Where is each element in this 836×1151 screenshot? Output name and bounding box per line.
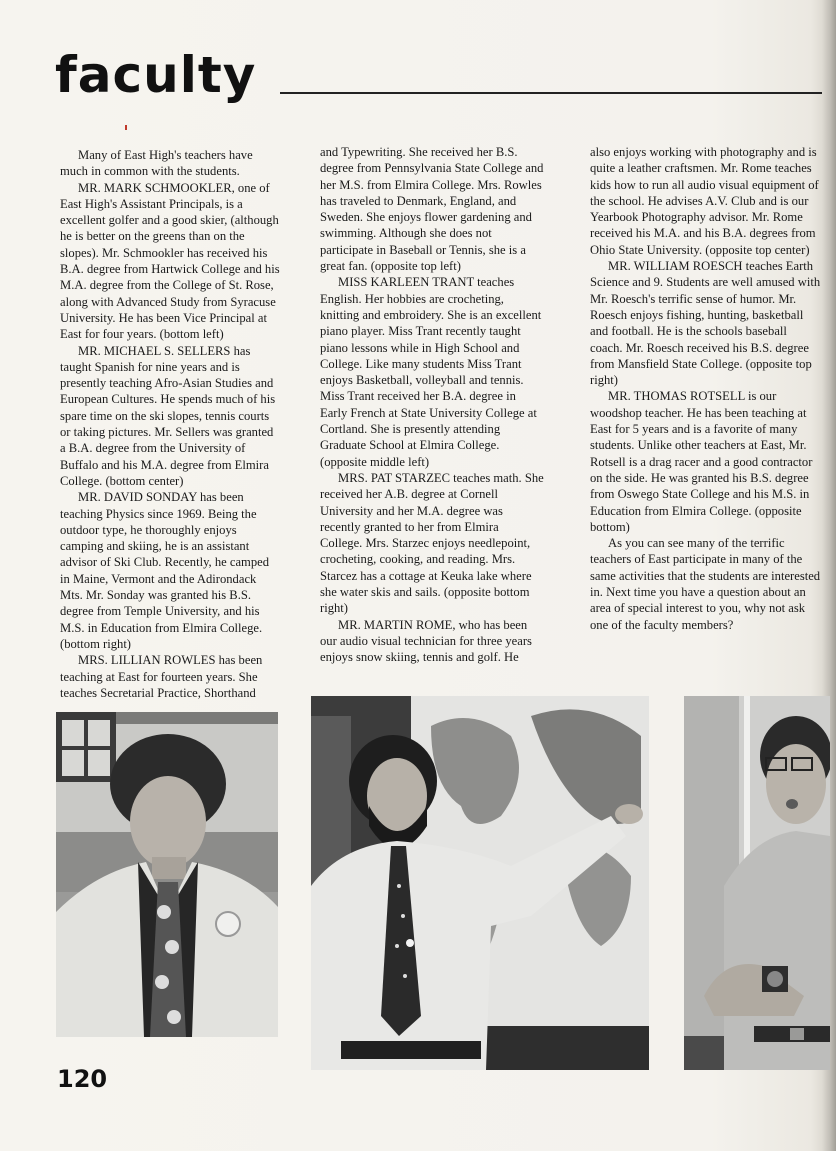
paragraph-rowles-cont: and Typewriting. She received her B.S. degree from Pennsylvania State College and her M.S. from Elmira College. Mrs. Rowles has traveled to Denmark, England, and Sweden. She enjoys flower gardening and swimming. Although she does not participate in Baseball or Tennis, she is a great fan. (opposite top left) <box>320 145 544 274</box>
photo-teacher-bottom-right-image <box>684 696 830 1070</box>
paragraph-rome: MR. MARTIN ROME, who has been our audio visual technician for three years enjoys snow skiing, tennis and golf. He <box>320 617 532 665</box>
ink-speck <box>125 125 127 130</box>
photo-teacher-bottom-left <box>56 712 278 1037</box>
paragraph-sellers: MR. MICHAEL S. SELLERS has taught Spanish for nine years and is presently teaching Afro-Asian Studies and European Cultures. He spends much of his spare time on the ski slopes, tennis courts or taking pictures. Mr. Sellers was granted a B.A. degree from the University of Buffalo and his M.A. degree from Elmira College. (bottom center) <box>60 343 276 488</box>
paragraph-starzec: MRS. PAT STARZEC teaches math. She received her A.B. degree at Cornell University and her M.A. degree was recently granted to her from Elmira College. Mrs. Starzec enjoys needlepoint, crocheting, cooking, and reading. Mrs. Starcez has a cottage at Keuka lake where she water skis and sails. (opposite bottom right) <box>320 470 544 616</box>
paragraph-trant: MISS KARLEEN TRANT teaches English. Her hobbies are crocheting, knitting and embroidery. She is an excellent piano player. Miss Trant recently taught piano lessons while in High School and College. Like many students Miss Trant enjoys Basketball, volleyball and tennis. Miss Trant received her B.A. degree in Early French at State University College at Cortland. She is presently attending Graduate School at Elmira College. (opposite middle left) <box>320 275 542 469</box>
paragraph-rowles: MRS. LILLIAN ROWLES has been teaching at East for fourteen years. She teaches Secretarial Practice, Shorthand <box>60 653 263 700</box>
text-column-2 <box>320 144 544 666</box>
paragraph-roesch: MR. WILLIAM ROESCH teaches Earth Science and 9. Students are well amused with Mr. Roesch's terrific sense of humor. Mr. Roesch enjoys fishing, hunting, basketball and football. He is the schools baseball coach. Mr. Roesch received his B.S. degree from Mansfield State College. (opposite top right) <box>590 259 821 388</box>
photo-teacher-bottom-right <box>684 696 830 1070</box>
paragraph-closing: As you can see many of the terrific teachers of East participate in many of the same activities that the students are interested in. Next time you have a question about an area of special interest to you, why not ask one of the faculty members? <box>590 536 821 632</box>
photo-teacher-bottom-left-image <box>56 712 278 1037</box>
photo-teacher-bottom-center <box>311 696 649 1070</box>
paragraph-rotsell: MR. THOMAS ROTSELL is our woodshop teacher. He has been teaching at East for 5 years and is a favorite of many students. Unlike other teachers at East, Mr. Rotsell is a drag racer and a good contractor on the side. He was granted his B.S. degree from Oswego State College and his M.S. in Education from Elmira College. (opposite bottom) <box>590 389 813 534</box>
page-title: faculty <box>55 46 257 104</box>
title-rule <box>280 92 822 94</box>
paragraph-rome-cont: also enjoys working with photography and is quite a leather craftsmen. Mr. Rome teaches kids how to run all audio visual equipment of the school. He advises A.V. Club and is our Yearbook Photography advisor. Mr. Rome received his M.A. and his B.A. degrees from Ohio State University. (opposite top center) <box>590 145 819 257</box>
paragraph-schmookler: MR. MARK SCHMOOKLER, one of East High's Assistant Principals, is a excellent golfer and a good skier, (although he is better on the greens than on the slopes). Mr. Schmookler has received his B.A. degree from Hartwick College and his M.A. degree from the College of St. Rose, along with Advanced Study from Syracuse University. He has been Vice Principal at East for four years. (bottom left) <box>60 180 280 342</box>
paragraph-intro: Many of East High's teachers have much in common with the students. <box>60 148 253 179</box>
text-column-1 <box>60 147 280 701</box>
paragraph-sonday: MR. DAVID SONDAY has been teaching Physics since 1969. Being the outdoor type, he thoroughly enjoys camping and skiing, he is an assistant advisor of Ski Club. Recently, he camped in Maine, Vermont and the Adirondack Mts. Mr. Sonday was granted his B.S. degree from Temple University, and his M.S. in Education from Elmira College. (bottom right) <box>60 490 270 651</box>
text-column-3 <box>590 144 822 633</box>
photo-teacher-bottom-center-image <box>311 696 649 1070</box>
page-number: 120 <box>57 1065 108 1093</box>
